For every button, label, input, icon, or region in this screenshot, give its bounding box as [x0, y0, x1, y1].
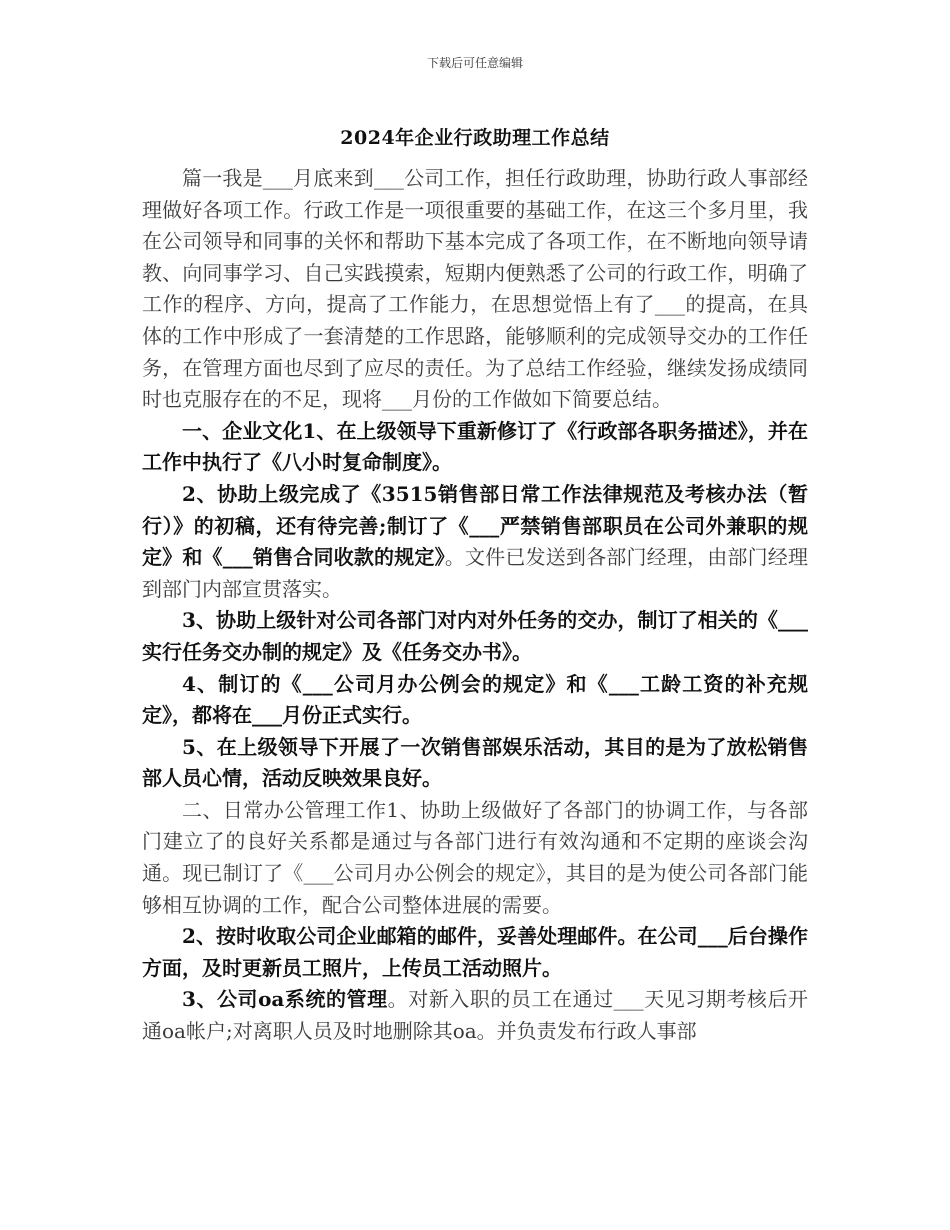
regulations-normal-text: 。文件已发送到各部门经理，由部门经理到部门内部宣贯落实。: [142, 545, 808, 601]
paragraph-task-assignment: 3、协助上级针对公司各部门对内对外任务的交办，制订了相关的《___实行任务交办制的规定》及《任务交办书》。: [142, 608, 808, 664]
paragraph-entertainment: 5、在上级领导下开展了一次销售部娱乐活动，其目的是为了放松销售部人员心情，活动反映效果良好。: [142, 734, 808, 791]
paragraph-meeting-rules: 4、制订的《___公司月办公例会的规定》和《___工龄工资的补充规定》，都将在___月份正式实行。: [142, 671, 808, 728]
paragraph-email: 2、按时收取公司企业邮箱的邮件，妥善处理邮件。在公司___后台操作方面，及时更新员工照片，上传员工活动照片。: [142, 924, 808, 980]
regulations-bold-text: 2、协助上级完成了《3515销售部日常工作法律规范及考核办法（暂行）》的初稿，还有待完善;制订了《___严禁销售部职员在公司外兼职的规定》和《___销售合同收款的规定》: [142, 481, 808, 570]
document-body: [142, 163, 808, 1048]
paragraph-regulations: [142, 479, 808, 605]
paragraph-daily-office: 二、日常办公管理工作1、协助上级做好了各部门的协调工作，与各部门建立了的良好关系都是通过与各部门进行有效沟通和不定期的座谈会沟通。现已制订了《___公司月办公例会的规定》，其目的是为使公司各部门能够相互协调的工作，配合公司整体进展的需要。: [142, 797, 808, 917]
page-header: 下载后可任意编辑: [426, 56, 523, 70]
document-title: 2024年企业行政助理工作总结: [340, 127, 610, 149]
oa-normal-text: 。对新入职的员工在通过___天见习期考核后开通oa帐户;对离职人员及时地删除其oa。并负责发布行政人事部: [142, 987, 809, 1044]
paragraph-oa-system: [142, 984, 808, 1047]
paragraph-intro: 篇一我是___月底来到___公司工作，担任行政助理，协助行政人事部经理做好各项工作。行政工作是一项很重要的基础工作，在这三个多月里，我在公司领导和同事的关怀和帮助下基本完成了各项工作，在不断地向领导请教、向同事学习、自己实践摸索，短期内便熟悉了公司的行政工作，明确了工作的程序、方向，提高了工作能力，在思想觉悟上有了___的提高，在具体的工作中形成了一套清楚的工作思路，能够顺利的完成领导交办的工作任务，在管理方面也尽到了应尽的责任。为了总结工作经验，继续发扬成绩同时也克服存在的不足，现将___月份的工作做如下简要总结。: [142, 166, 808, 412]
paragraph-corporate-culture: 一、企业文化1、在上级领导下重新修订了《行政部各职务描述》，并在工作中执行了《八小时复命制度》。: [142, 418, 808, 475]
oa-bold-text: 3、公司oa系统的管理: [182, 987, 388, 1012]
